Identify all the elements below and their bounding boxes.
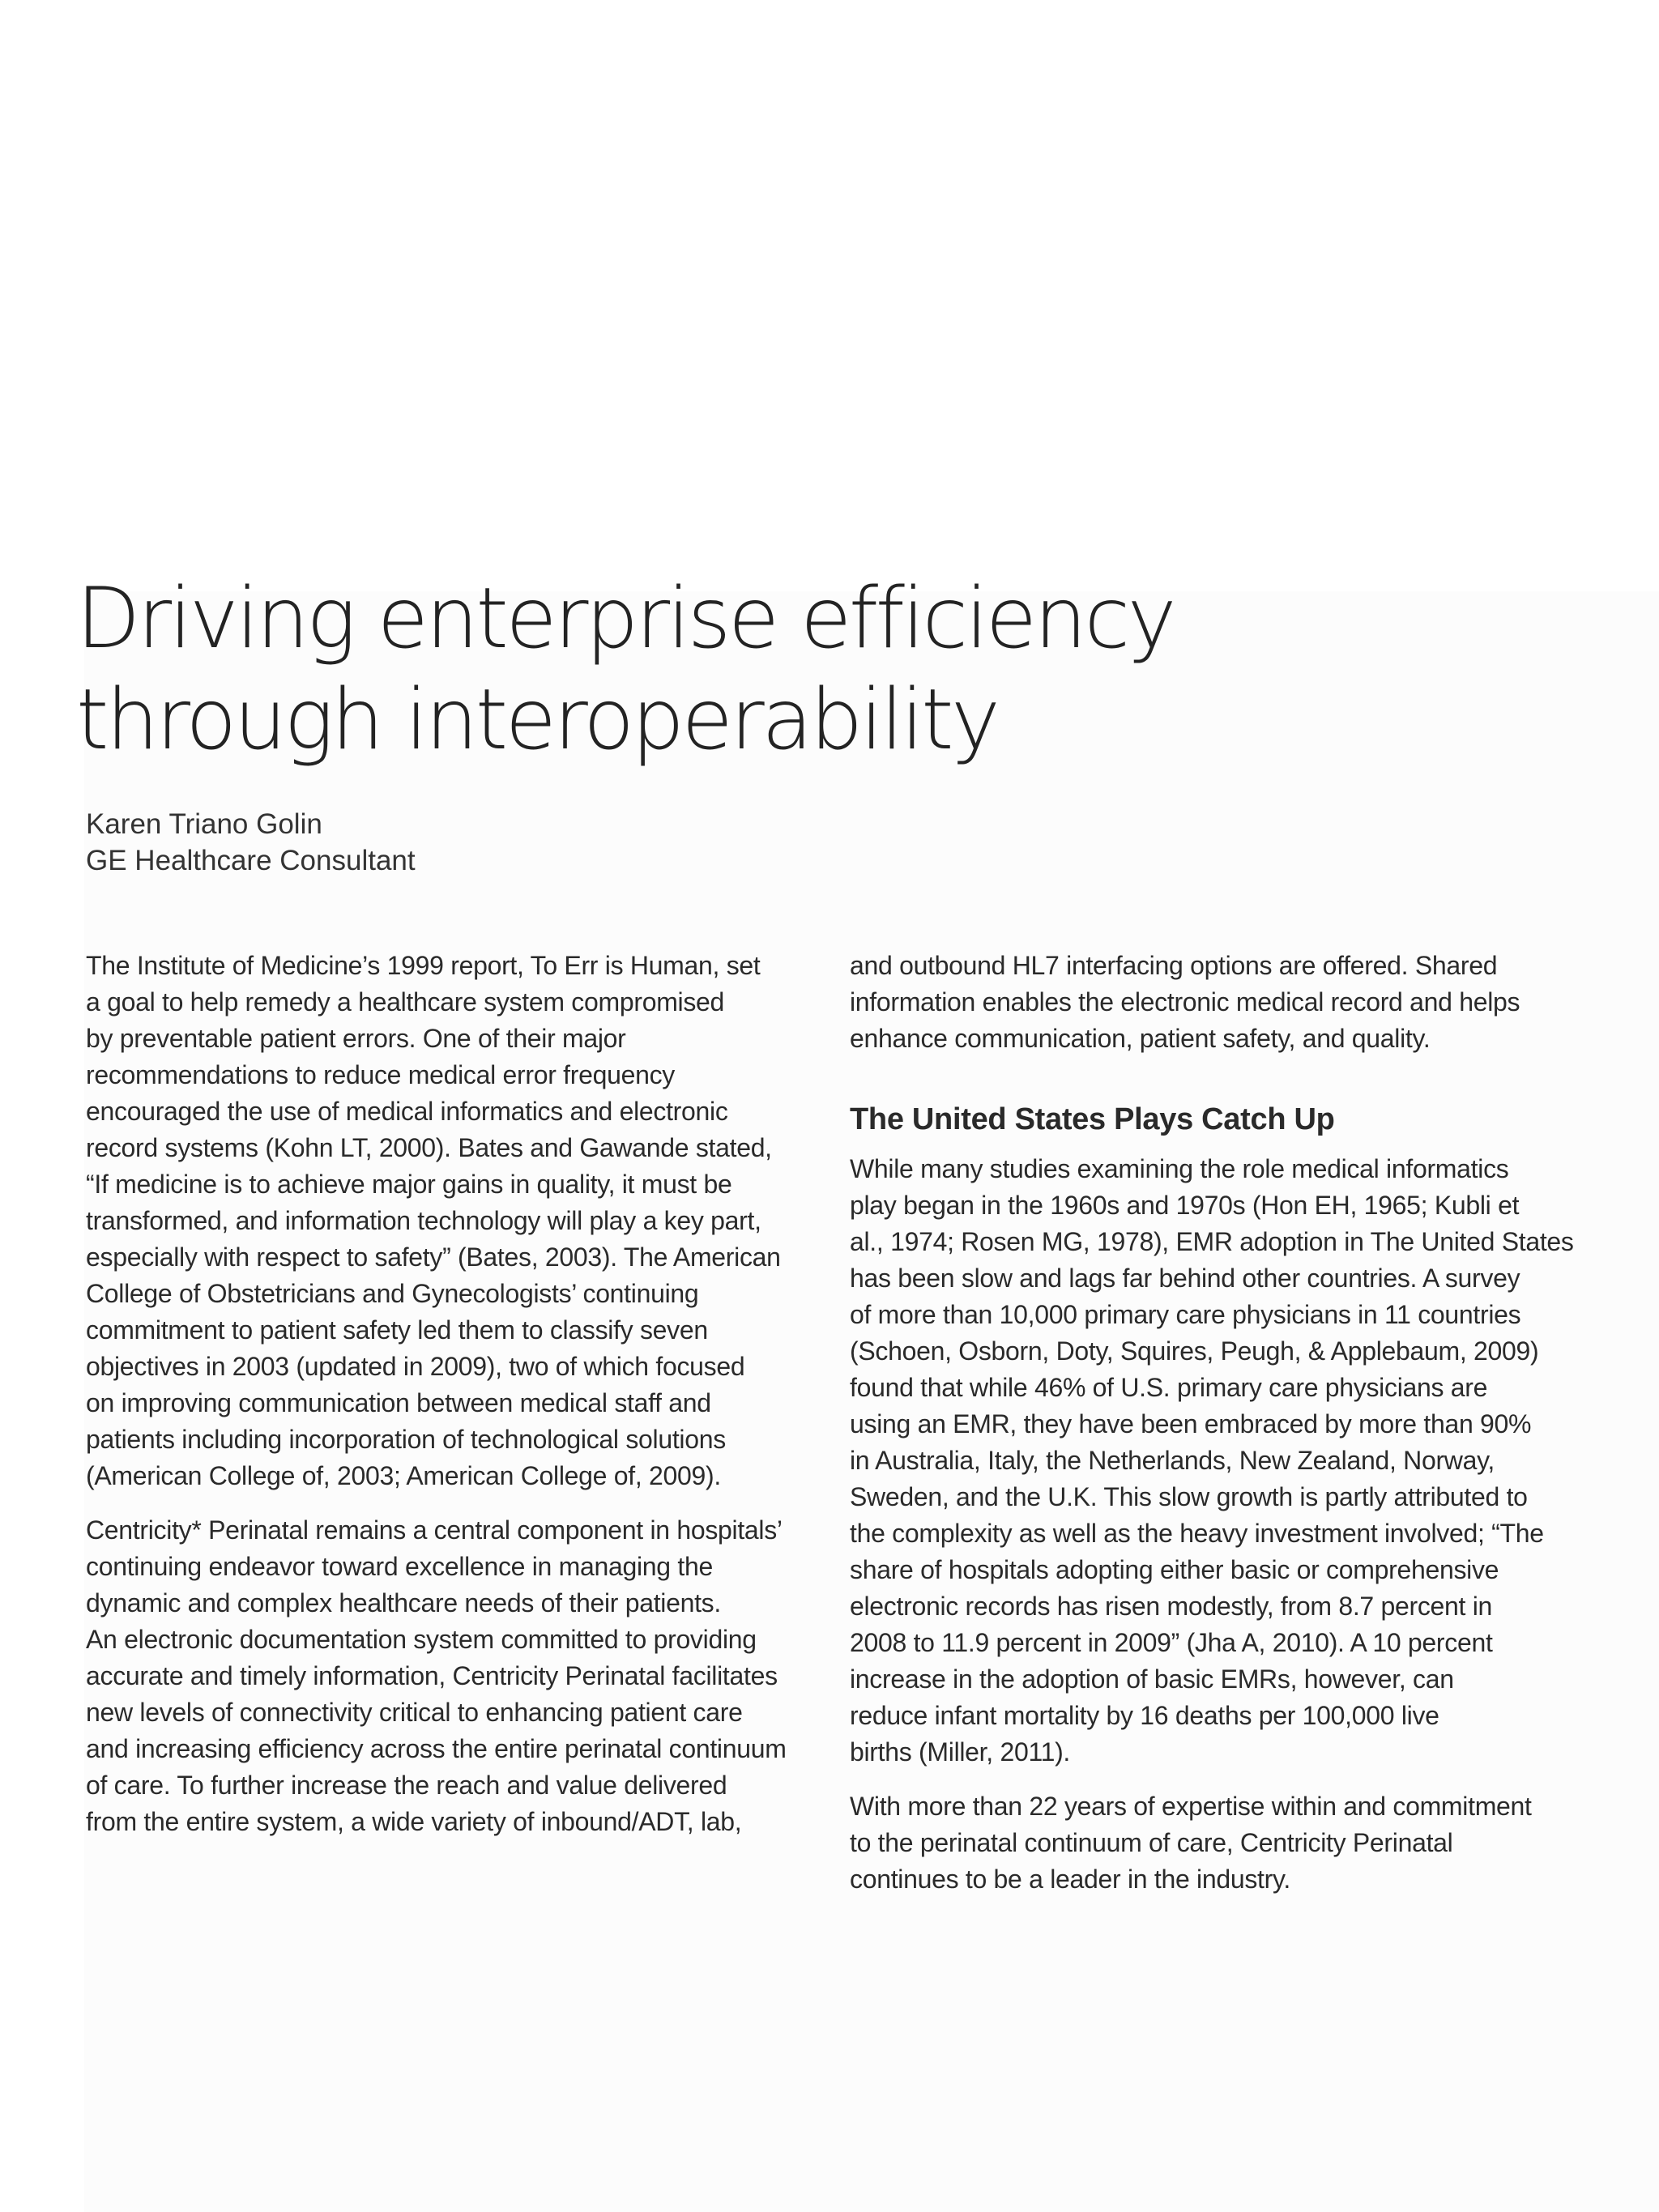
text-line: on improving communication between medical staff and: [86, 1388, 711, 1417]
text-line: continues to be a leader in the industry.: [850, 1865, 1290, 1894]
section-heading: The United States Plays Catch Up: [850, 1102, 1335, 1136]
text-line: The Institute of Medicine’s 1999 report, To Err is Human, set: [86, 951, 761, 980]
continuation-paragraph: [850, 948, 1595, 1057]
text-line: al., 1974; Rosen MG, 1978), EMR adoption in The United States: [850, 1227, 1574, 1256]
text-line: continuing endeavor toward excellence in managing the: [86, 1552, 713, 1581]
text-line: new levels of connectivity critical to enhancing patient care: [86, 1698, 743, 1727]
right-column: [850, 948, 1595, 1898]
text-line: encouraged the use of medical informatics and electronic: [86, 1097, 728, 1126]
text-line: Sweden, and the U.K. This slow growth is partly attributed to: [850, 1482, 1528, 1511]
text-line: reduce infant mortality by 16 deaths per 100,000 live: [850, 1701, 1439, 1730]
text-line: recommendations to reduce medical error frequency: [86, 1060, 675, 1089]
text-line: of care. To further increase the reach and value delivered: [86, 1771, 727, 1800]
text-line: transformed, and information technology will play a key part,: [86, 1206, 761, 1235]
text-line: the complexity as well as the heavy investment involved; “The: [850, 1519, 1544, 1548]
text-line: information enables the electronic medical record and helps: [850, 987, 1520, 1016]
text-line: patients including incorporation of technological solutions: [86, 1425, 726, 1454]
text-line: College of Obstetricians and Gynecologists’ continuing: [86, 1279, 699, 1308]
text-line: using an EMR, they have been embraced by more than 90%: [850, 1409, 1532, 1438]
text-line: objectives in 2003 (updated in 2009), two of which focused: [86, 1352, 745, 1381]
text-line: by preventable patient errors. One of their major: [86, 1024, 626, 1053]
text-line: play began in the 1960s and 1970s (Hon EH, 1965; Kubli et: [850, 1191, 1520, 1220]
text-line: found that while 46% of U.S. primary care physicians are: [850, 1373, 1488, 1402]
text-line: (American College of, 2003; American College of, 2009).: [86, 1461, 721, 1490]
text-line: especially with respect to safety” (Bates, 2003). The American: [86, 1242, 781, 1272]
title-line: Driving enterprise efficiency: [76, 570, 1175, 667]
intro-paragraph: [86, 948, 831, 1494]
text-line: (Schoen, Osborn, Doty, Squires, Peugh, & Applebaum, 2009): [850, 1336, 1539, 1366]
text-line: share of hospitals adopting either basic or comprehensive: [850, 1555, 1499, 1584]
text-line: increase in the adoption of basic EMRs, however, can: [850, 1664, 1454, 1694]
centricity-paragraph: [86, 1512, 831, 1840]
left-column: [86, 948, 831, 1840]
text-line: and increasing efficiency across the entire perinatal continuum: [86, 1734, 787, 1763]
text-line: “If medicine is to achieve major gains in quality, it must be: [86, 1170, 732, 1199]
text-line: in Australia, Italy, the Netherlands, New Zealand, Norway,: [850, 1446, 1495, 1475]
text-line: a goal to help remedy a healthcare system compromised: [86, 987, 725, 1016]
text-line: births (Miller, 2011).: [850, 1737, 1071, 1767]
author-name: Karen Triano Golin: [86, 808, 322, 840]
author-block: [86, 806, 416, 879]
text-line: dynamic and complex healthcare needs of their patients.: [86, 1588, 721, 1617]
text-line: Centricity* Perinatal remains a central component in hospitals’: [86, 1515, 783, 1545]
emr-adoption-paragraph: [850, 1151, 1595, 1771]
text-line: commitment to patient safety led them to classify seven: [86, 1315, 708, 1345]
text-line: electronic records has risen modestly, from 8.7 percent in: [850, 1592, 1493, 1621]
text-line: accurate and timely information, Centricity Perinatal facilitates: [86, 1661, 778, 1690]
author-role: GE Healthcare Consultant: [86, 845, 416, 876]
text-line: of more than 10,000 primary care physicians in 11 countries: [850, 1300, 1521, 1329]
text-line: from the entire system, a wide variety of inbound/ADT, lab,: [86, 1807, 742, 1836]
text-line: record systems (Kohn LT, 2000). Bates and Gawande stated,: [86, 1133, 772, 1162]
closing-paragraph: [850, 1788, 1595, 1898]
text-line: to the perinatal continuum of care, Centricity Perinatal: [850, 1828, 1453, 1857]
page-title: [76, 569, 1291, 771]
text-line: has been slow and lags far behind other countries. A survey: [850, 1264, 1520, 1293]
text-line: and outbound HL7 interfacing options are offered. Shared: [850, 951, 1498, 980]
text-line: An electronic documentation system committed to providing: [86, 1625, 757, 1654]
text-line: While many studies examining the role medical informatics: [850, 1154, 1509, 1183]
text-line: enhance communication, patient safety, and quality.: [850, 1024, 1431, 1053]
title-line: through interoperability: [76, 671, 998, 769]
text-line: 2008 to 11.9 percent in 2009” (Jha A, 2010). A 10 percent: [850, 1628, 1493, 1657]
text-line: With more than 22 years of expertise within and commitment: [850, 1792, 1532, 1821]
